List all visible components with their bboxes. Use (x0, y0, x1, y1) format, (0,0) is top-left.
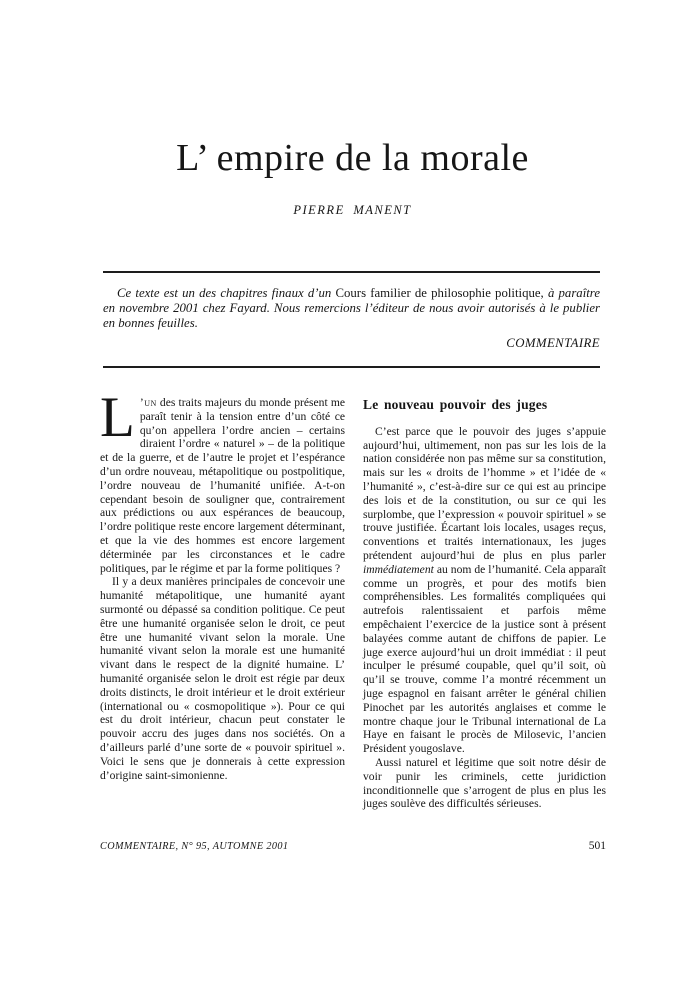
two-column-body (100, 386, 606, 811)
horizontal-rule-bottom (103, 366, 600, 368)
editorial-note-italic-lead: Ce texte est un des chapitres finaux d’un (117, 286, 336, 300)
journal-issue-line: COMMENTAIRE, N° 95, AUTOMNE 2001 (100, 841, 289, 852)
lead-smallcaps: ’un (139, 396, 157, 409)
paragraph-3-after-italic: au nom de l’humanité. Cela apparaît comme un progrès, et pour des motifs bien compréhensibles. Les formalités compliquées qui autrefois ralentissaient et parfois même empêchaient l’exercice de la justice sont à présent balayées comme autant de chiffons de papier. Le juge exerce aujourd’hui un droit immédiat : il peut inculper le présumé coupable, quel qu’il soit, où qu’il se trouve, comme l’a montré récemment un juge espagnol en faisant arrêter le général chilien Pinochet par les autorités anglaises et comme le montre chaque jour le Tribunal international de La Haye en faisant le procès de Milosevic, l’ancien Président yougoslave. (363, 562, 606, 756)
editorial-note-block (103, 286, 600, 351)
editorial-note-italic-tail: à paraître en novembre 2001 chez Fayard. Nous remercions l’éditeur de nous avoir autorisés à le publier en bonnes feuilles. (103, 286, 600, 331)
paragraph-dropcap (100, 386, 345, 575)
section-heading: Le nouveau pouvoir des juges (363, 397, 548, 412)
paragraph-2-text: Il y a deux manières principales de concevoir une humanité métapolitique, une humanité ayant surmonté ou dépassé sa condition politique. Ce peut être une humanité organisée selon le droit, ce peut être une humanité vivant selon la morale. Une humanité vivant selon la morale est une humanité vivant dans le respect de la dignité humaine. L’ humanité organisée selon le droit est régie par deux droits distincts, le droit intérieur et le droit extérieur (international ou « cosmopolitique »). Pour ce qui est du droit intérieur, chacun peut constater le pouvoir accru des juges dans nos sociétés. On a d’ailleurs parlé d’une sorte de « pouvoir spirituel ». Voici le sens que je donnerais à cette expression d’origine saint-simonienne. (100, 575, 345, 782)
article-title: L’ empire de la morale (176, 137, 529, 179)
horizontal-rule-top (103, 271, 600, 273)
author-name: PIERRE MANENT (293, 203, 412, 217)
emphasized-word: immédiatement (363, 562, 434, 576)
right-column (363, 396, 606, 811)
page-number: 501 (588, 840, 606, 852)
paragraph-4-text: Aussi naturel et légitime que soit notre désir de voir punir les criminels, cette juridiction inconditionnelle que s’arrogent de plus en plus les juges soulève des difficultés sérieuses. (363, 755, 606, 811)
page-footer (100, 840, 606, 852)
paragraph-3-text (363, 425, 606, 756)
editorial-note-text (103, 286, 600, 332)
dropcap-letter: L (100, 386, 135, 449)
editorial-signature: COMMENTAIRE (506, 335, 600, 350)
paragraph-1-text: des traits majeurs du monde présent me paraît tenir à la tension entre d’un côté ce qu’on appellera l’ordre ancien – certains diraient l’ordre « naturel » – de la politique et de la guerre, et de l’autre le projet et l’espérance d’un ordre nouveau, métapolitique ou postpolitique, l’ordre nouveau de l’humanité unifiée. A-t-on cependant besoin de souligner que, contrairement aux prédictions ou aux espérances de beaucoup, l’ordre politique reste encore largement déterminant, et que la vie des hommes est encore largement déterminée par les circonstances et le cadre politiques, par le régime et par la forme politiques ? (100, 396, 345, 575)
referenced-book-title: Cours familier de philosophie politique, (335, 286, 544, 300)
paragraph-3-before-italic: C’est parce que le pouvoir des juges s’appuie aujourd’hui, ultimement, non pas sur les lois de la nation considérée non pas même sur sa constitution, mais sur les « droits de l’homme » et l’idée de « l’humanité », c’est-à-dire sur ce qui est au principe des lois et de la constitution, ou sur ce qui les surplombe, que l’expression « pouvoir spirituel » se trouve justifiée. Écartant lois locales, usages reçus, conventions et traités internationaux, les juges prétendent aujourd’hui de plus en plus parler (363, 424, 606, 562)
left-column (100, 386, 345, 811)
